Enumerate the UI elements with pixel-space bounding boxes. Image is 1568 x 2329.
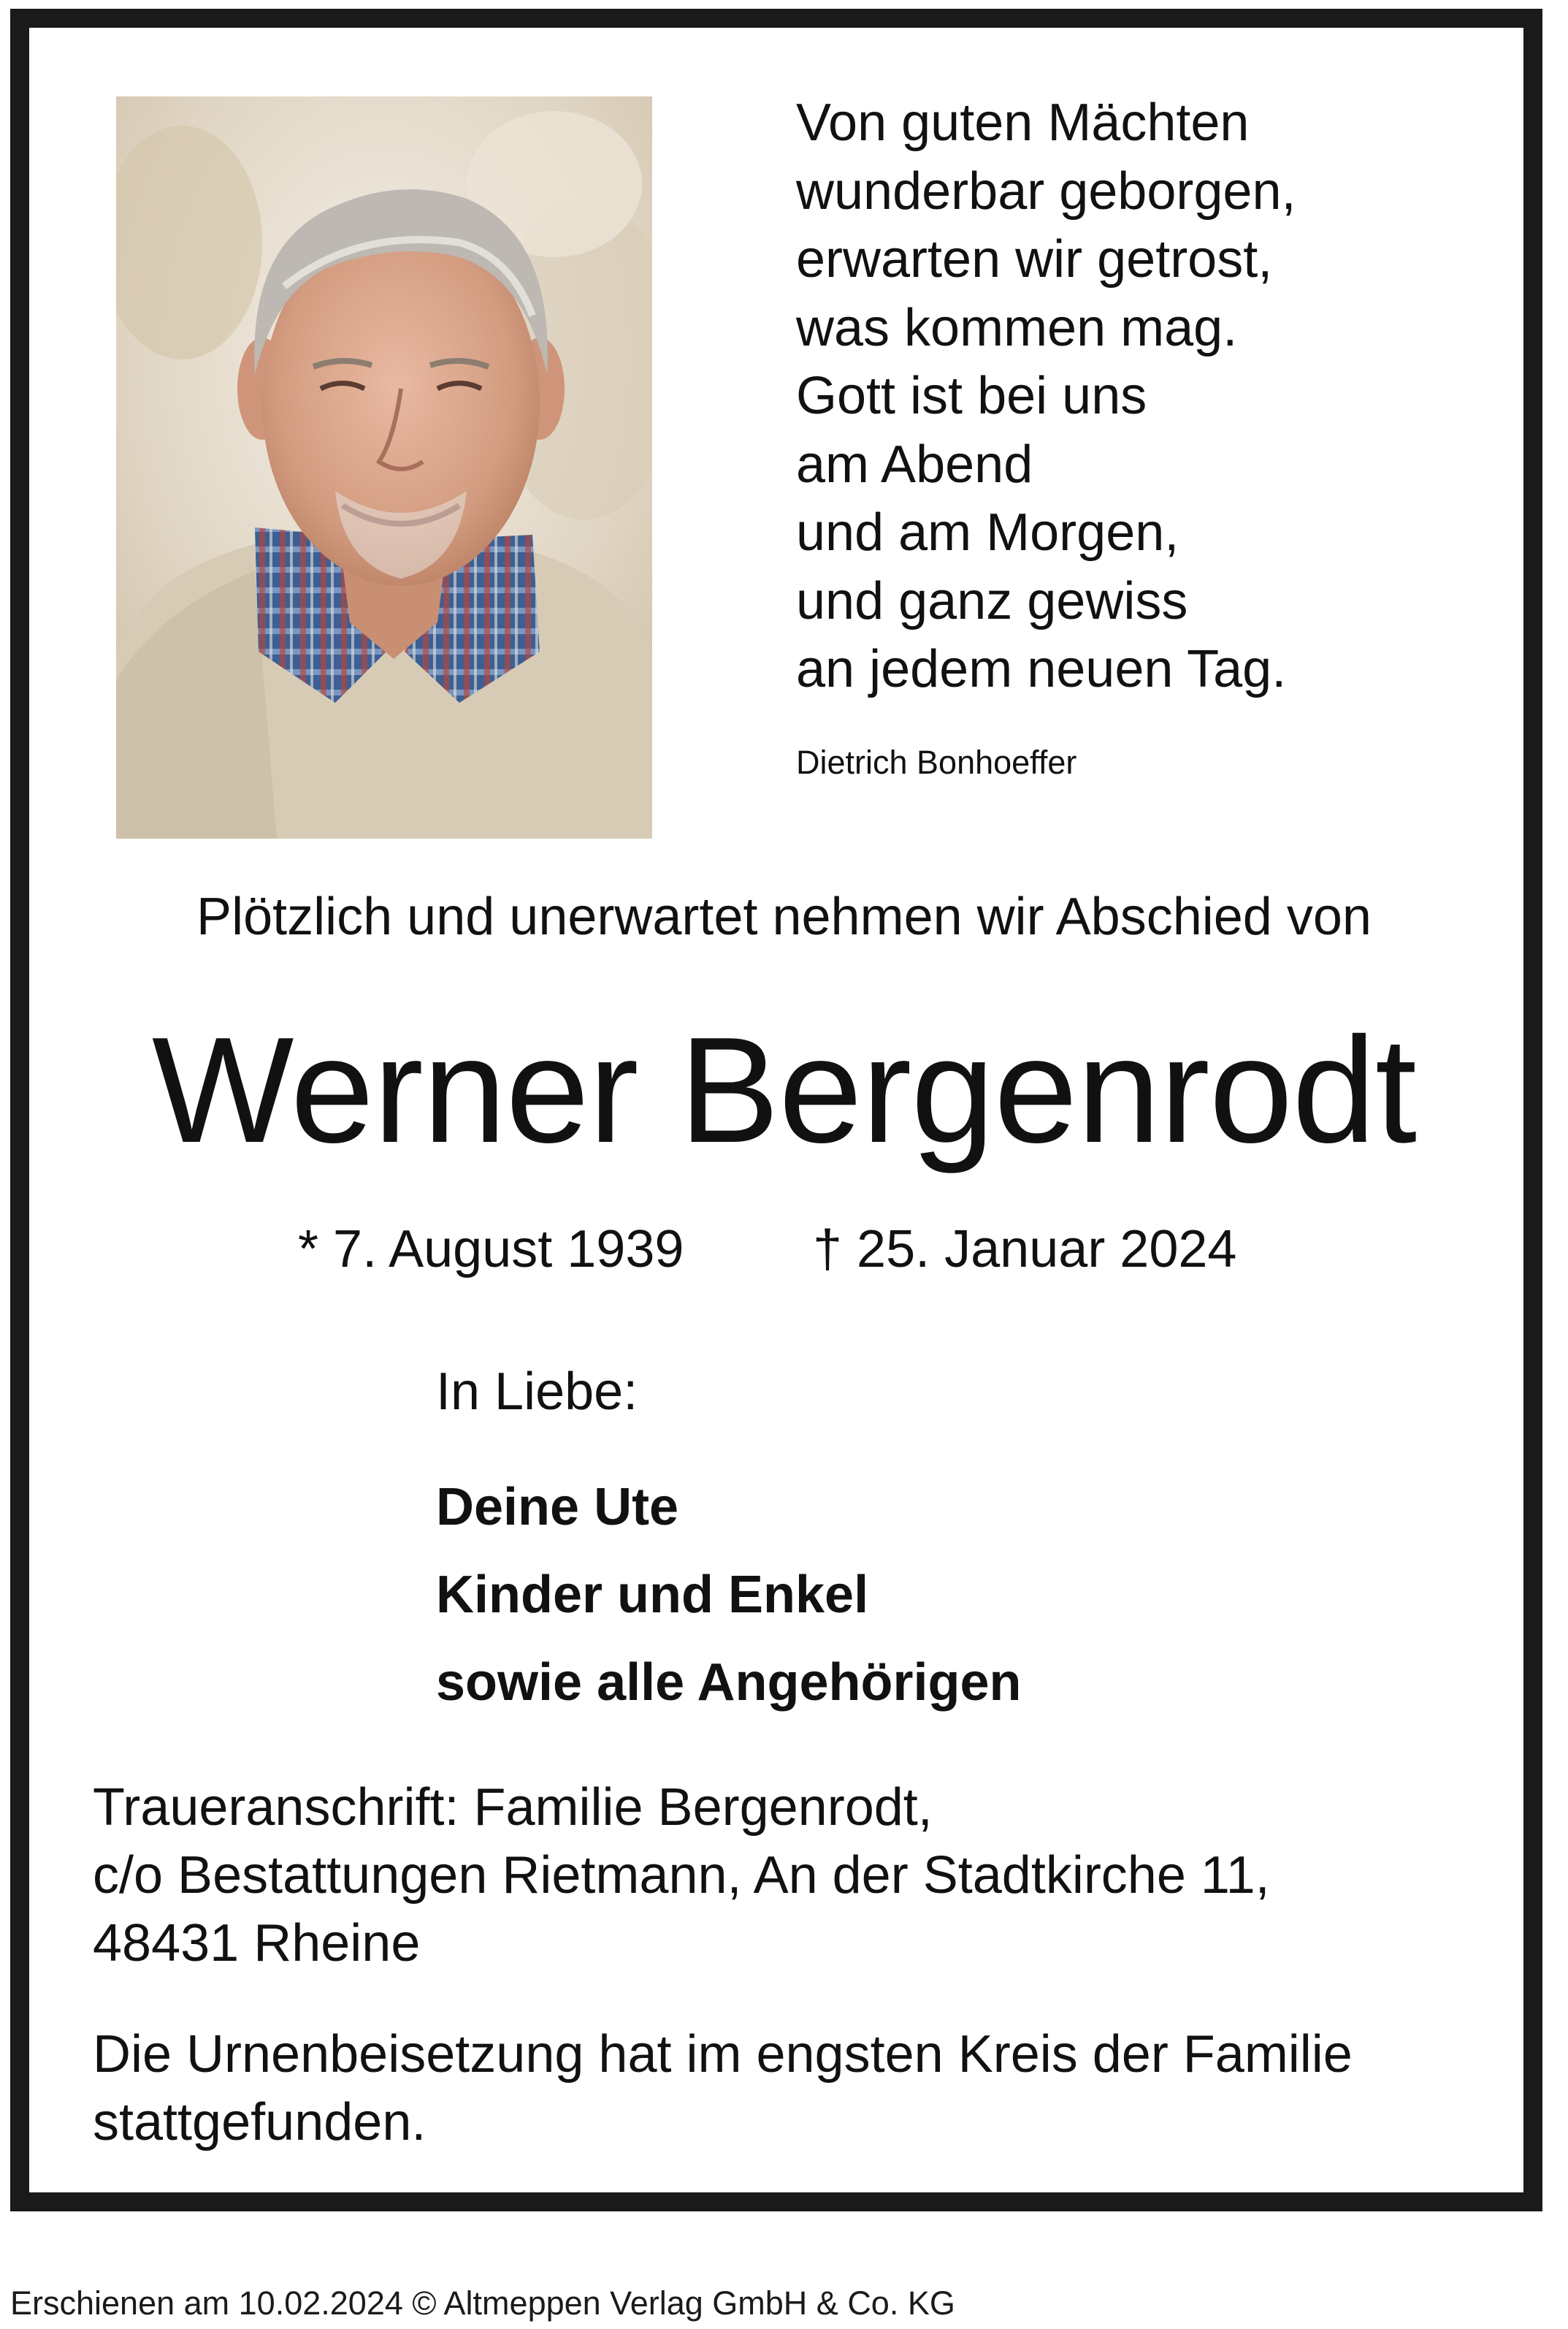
poem-line: Gott ist bei uns (796, 367, 1147, 425)
burial-line: Die Urnenbeisetzung hat im engsten Kreis der Familie (93, 2025, 1353, 2084)
portrait-illustration (116, 96, 652, 839)
address-line: Traueranschrift: Familie Bergenrodt, (93, 1778, 933, 1837)
poem-line: was kommen mag. (796, 298, 1238, 357)
address-line: c/o Bestattungen Rietmann, An der Stadtkirche 11, (93, 1846, 1270, 1905)
publication-footer: Erschienen am 10.02.2024 © Altmeppen Verlag GmbH & Co. KG (10, 2284, 955, 2322)
family-member: Deine Ute (436, 1478, 679, 1536)
death-date: † 25. Januar 2024 (813, 1220, 1237, 1278)
family-member: sowie alle Angehörigen (436, 1653, 1022, 1712)
poem-line: erwarten wir getrost, (796, 230, 1273, 289)
poem-line: und ganz gewiss (796, 571, 1188, 630)
mourning-address (93, 1774, 1270, 1978)
poem-line: wunderbar geborgen, (796, 161, 1296, 221)
poem-author: Dietrich Bonhoeffer (796, 744, 1077, 781)
poem-line: am Abend (796, 435, 1033, 494)
burial-line: stattgefunden. (93, 2093, 427, 2151)
deceased-name: Werner Bergenrodt (151, 1006, 1417, 1174)
family-list (436, 1463, 1022, 1726)
poem-line: Von guten Mächten (796, 94, 1250, 152)
poem-line: und am Morgen, (796, 503, 1179, 562)
burial-notice (93, 2021, 1353, 2157)
address-line: 48431 Rheine (93, 1914, 421, 1972)
portrait-photo (116, 96, 652, 839)
poem-line: an jedem neuen Tag. (796, 640, 1287, 698)
intro-text: Plötzlich und unerwartet nehmen wir Abschied von (196, 888, 1372, 946)
family-member: Kinder und Enkel (436, 1566, 869, 1624)
poem-text (796, 89, 1296, 704)
in-love-label: In Liebe: (436, 1362, 638, 1421)
birth-date: * 7. August 1939 (298, 1220, 684, 1278)
